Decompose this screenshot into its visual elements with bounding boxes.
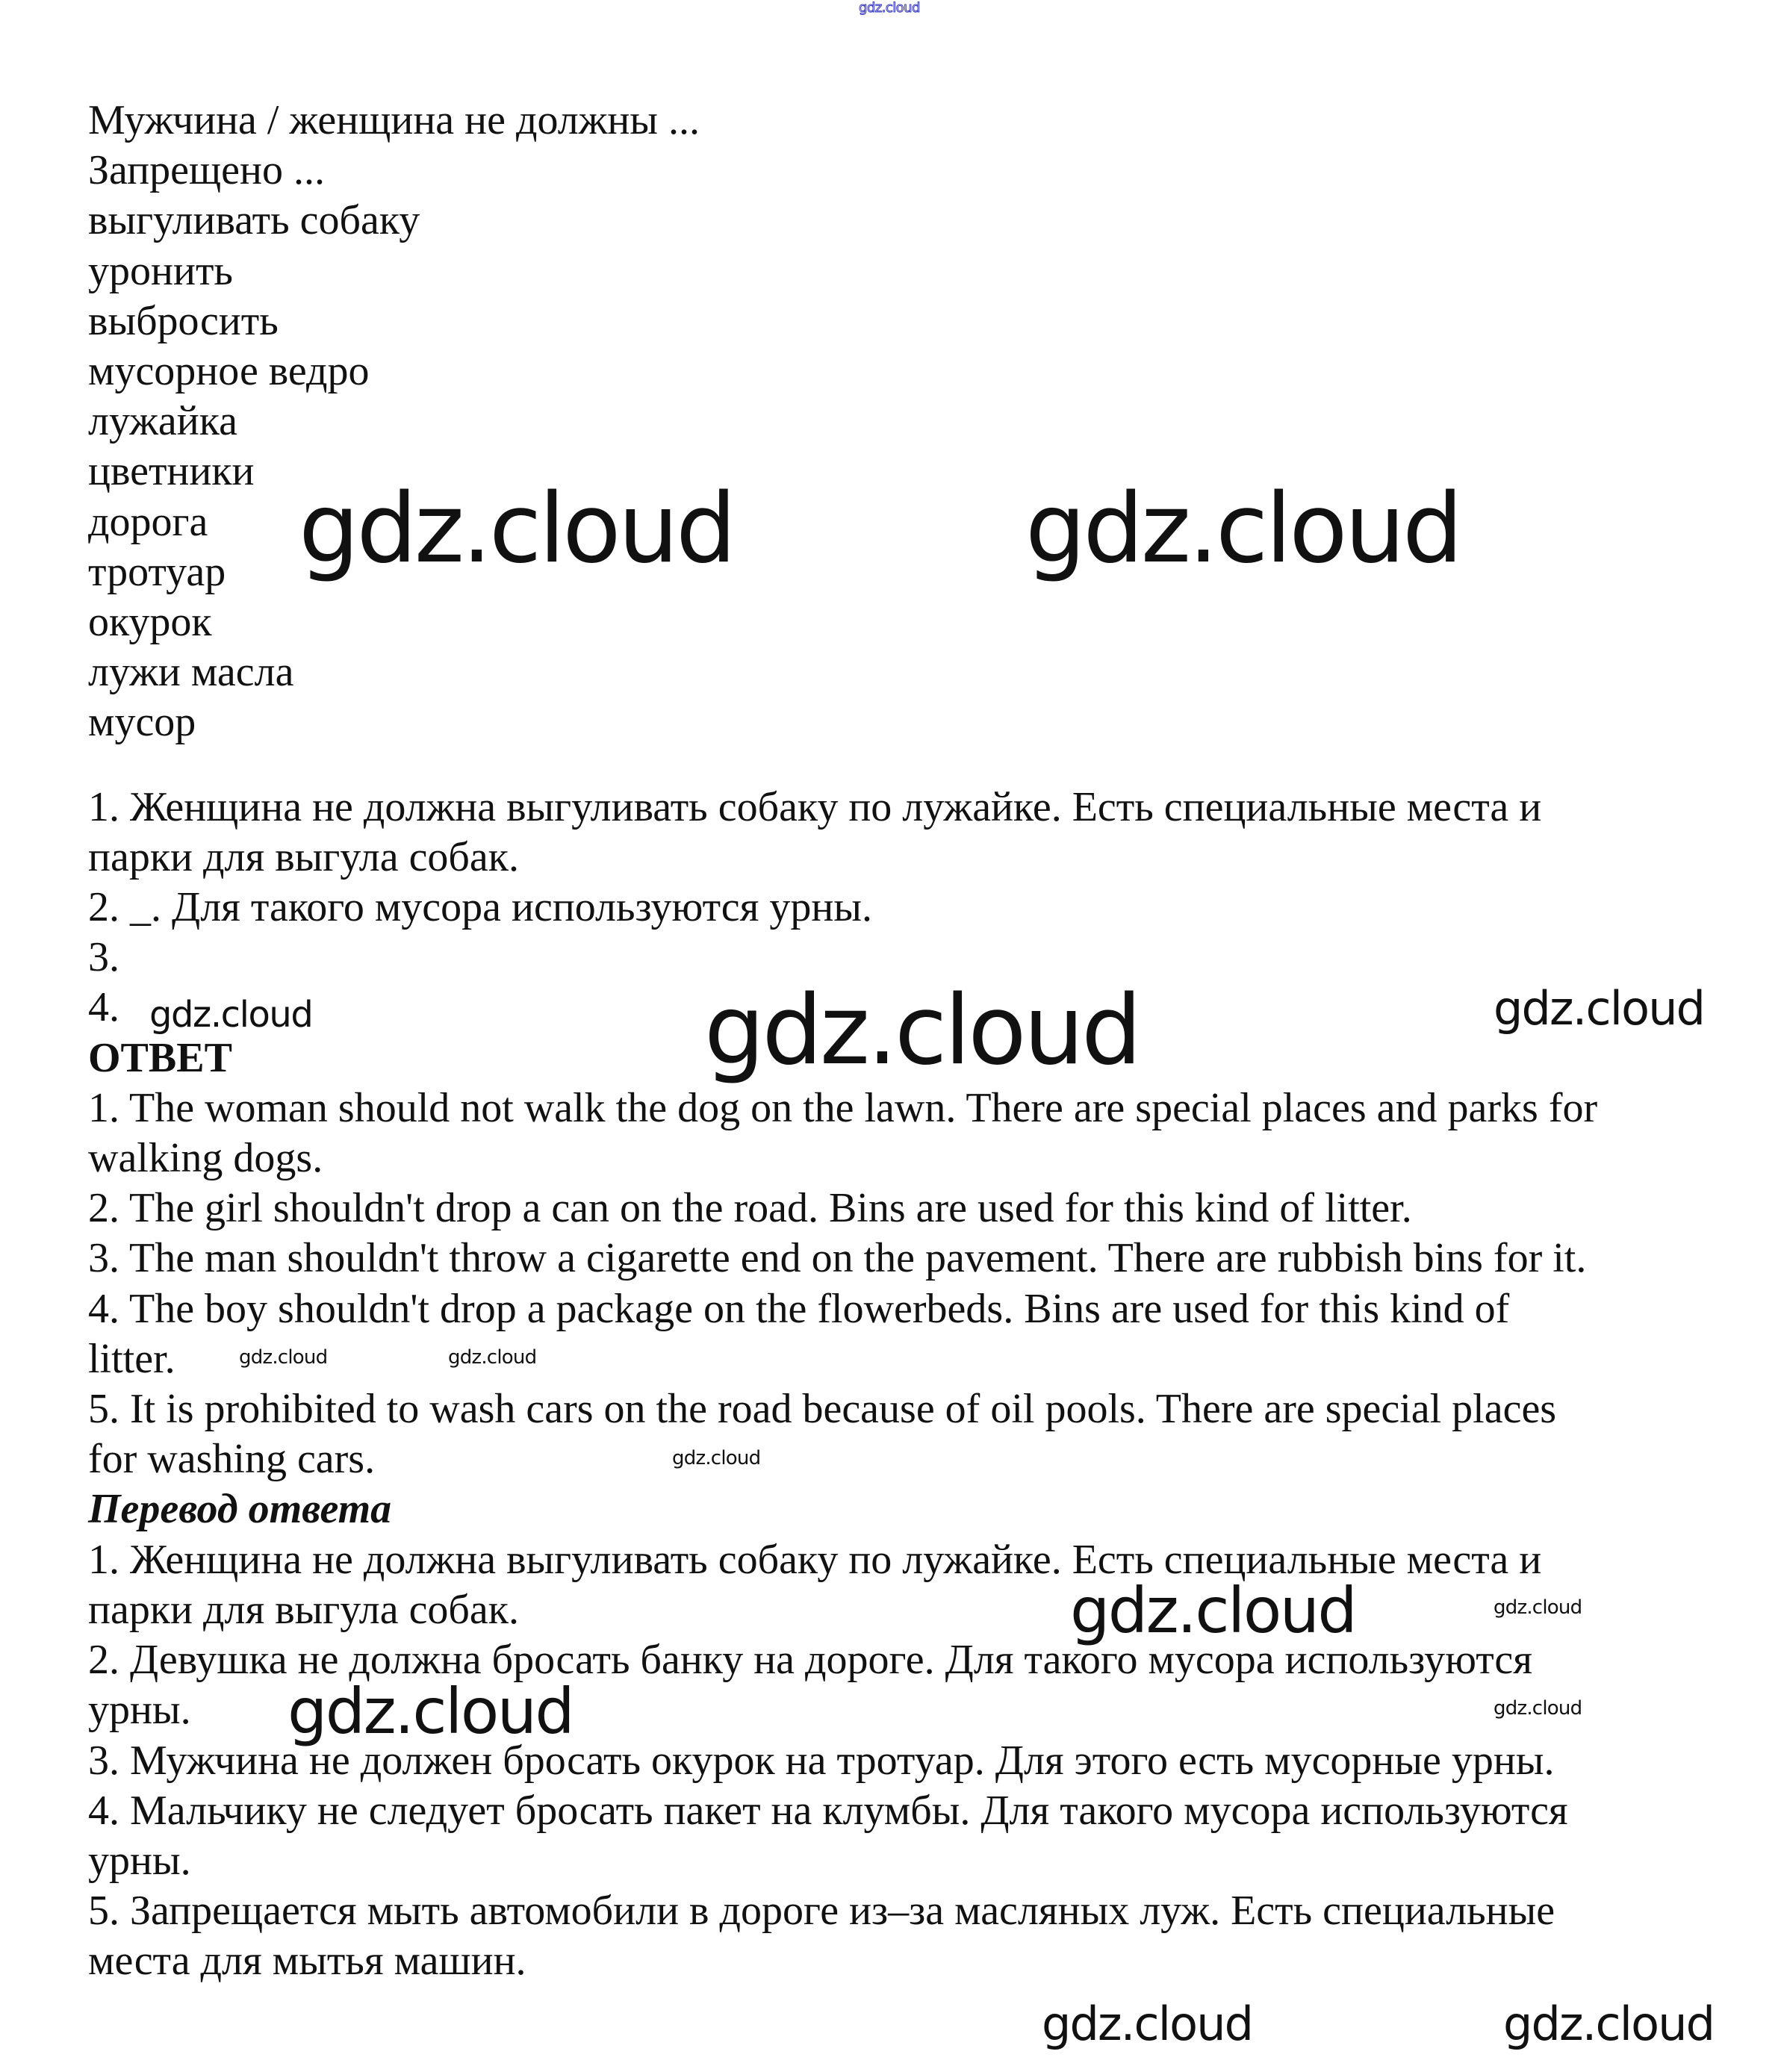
vocab-line: тротуар xyxy=(88,548,226,595)
translation-line: урны. xyxy=(88,1837,191,1884)
watermark: gdz.cloud xyxy=(239,1346,328,1369)
translation-line: 1. Женщина не должна выгуливать собаку по лужайке. Есть специальные места и xyxy=(88,1536,1542,1583)
watermark: gdz.cloud xyxy=(448,1346,537,1369)
watermark: gdz.cloud xyxy=(1025,473,1461,585)
vocab-line: мусорное ведро xyxy=(88,348,370,395)
answer-line: 2. The girl shouldn't drop a can on the road. Bins are used for this kind of litter. xyxy=(88,1185,1412,1232)
translation-line: 4. Мальчику не следует бросать пакет на клумбы. Для такого мусора используются xyxy=(88,1787,1568,1834)
watermark: gdz.cloud xyxy=(287,1675,574,1748)
watermark: gdz.cloud xyxy=(149,994,313,1036)
translation-line: парки для выгула собак. xyxy=(88,1586,519,1633)
translation-line: урны. xyxy=(88,1687,191,1734)
vocab-line: лужайка xyxy=(88,398,237,445)
watermark: gdz.cloud xyxy=(1503,1997,1715,2051)
vocab-line: Запрещено ... xyxy=(88,147,325,194)
watermark: gdz.cloud xyxy=(299,473,734,585)
vocab-line: дорога xyxy=(88,498,208,545)
translation-line: 3. Мужчина не должен бросать окурок на тротуар. Для этого есть мусорные урны. xyxy=(88,1737,1555,1784)
vocab-line: выбросить xyxy=(88,297,279,344)
exercise-line: 3. xyxy=(88,934,119,981)
vocab-line: мусор xyxy=(88,699,196,746)
exercise-line: 1. Женщина не должна выгуливать собаку по лужайке. Есть специальные места и xyxy=(88,783,1542,830)
exercise-line: 2. _. Для такого мусора используются урны. xyxy=(88,884,872,931)
watermark: gdz.cloud xyxy=(1494,981,1705,1036)
vocab-line: уронить xyxy=(88,247,233,294)
answer-line: walking dogs. xyxy=(88,1135,323,1182)
answer-line: 5. It is prohibited to wash cars on the road because of oil pools. There are special places xyxy=(88,1386,1557,1433)
vocab-line: цветники xyxy=(88,448,255,495)
watermark: gdz.cloud xyxy=(672,1447,761,1469)
watermark: gdz.cloud xyxy=(704,975,1140,1086)
vocab-line: Мужчина / женщина не должны ... xyxy=(88,97,700,143)
exercise-line: 4. xyxy=(88,984,119,1031)
spacer xyxy=(88,748,1716,783)
translation-line: места для мытья машин. xyxy=(88,1938,526,1985)
answer-line: 4. The boy shouldn't drop a package on the flowerbeds. Bins are used for this kind of xyxy=(88,1285,1510,1332)
watermark: gdz.cloud xyxy=(859,0,920,16)
vocab-line: лужи масла xyxy=(88,649,294,696)
answer-heading: ОТВЕТ xyxy=(88,1034,232,1081)
answer-line: for washing cars. xyxy=(88,1436,376,1483)
vocab-line: выгуливать собаку xyxy=(88,197,420,244)
vocab-line: окурок xyxy=(88,599,212,646)
watermark: gdz.cloud xyxy=(1494,1596,1582,1619)
translation-line: 5. Запрещается мыть автомобили в дороге из–за масляных луж. Есть специальные xyxy=(88,1888,1555,1935)
watermark: gdz.cloud xyxy=(1042,1997,1253,2051)
exercise-line: парки для выгула собак. xyxy=(88,833,519,880)
answer-line: 1. The woman should not walk the dog on the lawn. There are special places and parks for xyxy=(88,1084,1598,1131)
answer-line: 3. The man shouldn't throw a cigarette end on the pavement. There are rubbish bins for it. xyxy=(88,1235,1587,1282)
translation-line: 2. Девушка не должна бросать банку на дороге. Для такого мусора используются xyxy=(88,1637,1532,1684)
watermark: gdz.cloud xyxy=(1494,1697,1582,1720)
translation-heading: Перевод ответа xyxy=(88,1486,392,1533)
answer-line: litter. xyxy=(88,1335,175,1382)
watermark: gdz.cloud xyxy=(1070,1574,1356,1647)
